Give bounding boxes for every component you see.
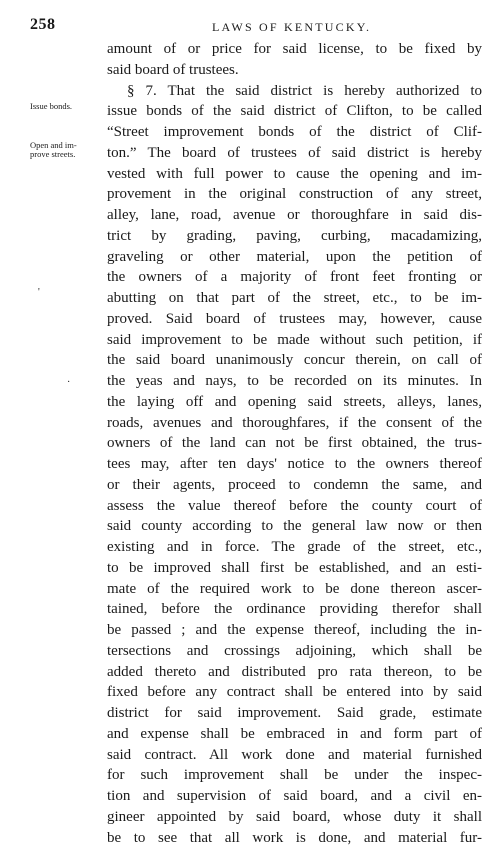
running-head: LAWS OF KENTUCKY. bbox=[212, 20, 371, 35]
margin-note-issue-bonds: Issue bonds. bbox=[30, 102, 104, 111]
stray-mark: · bbox=[67, 378, 70, 388]
text-line: to be improved shall first be established, and an esti- bbox=[107, 558, 482, 579]
text-line: and expense shall be embraced in and form part of bbox=[107, 724, 482, 745]
text-line: said improvement to be made without such petition, if bbox=[107, 330, 482, 351]
text-line: roads, avenues and thoroughfares, if the consent of the bbox=[107, 413, 482, 434]
text-line: fixed before any contract shall be entered into by said bbox=[107, 682, 482, 703]
text-line: the owners of a majority of front feet fronting or bbox=[107, 267, 482, 288]
margin-note-open-streets-1: Open and im- bbox=[30, 141, 104, 150]
text-line: said board of trustees. bbox=[107, 60, 482, 81]
text-line: vested with full power to cause the opening and im- bbox=[107, 164, 482, 185]
text-line: issue bonds of the said district of Clifton, to be called bbox=[107, 101, 482, 122]
text-line: provement in the original construction of any street, bbox=[107, 184, 482, 205]
text-line: be passed ; and the expense thereof, including the in- bbox=[107, 620, 482, 641]
text-line: ton.” The board of trustees of said district is hereby bbox=[107, 143, 482, 164]
text-line: tees may, after ten days' notice to the owners thereof bbox=[107, 454, 482, 475]
text-line: abutting on that part of the street, etc., to be im- bbox=[107, 288, 482, 309]
text-line: said contract. All work done and material furnished bbox=[107, 745, 482, 766]
text-line: or their agents, proceed to condemn the same, and bbox=[107, 475, 482, 496]
text-line: added thereto and distributed pro rata thereon, to be bbox=[107, 662, 482, 683]
text-line: tion and supervision of said board, and a civil en- bbox=[107, 786, 482, 807]
text-line: district for said improvement. Said grade, estimate bbox=[107, 703, 482, 724]
text-line: trict by grading, paving, curbing, macadamizing, bbox=[107, 226, 482, 247]
text-line: “Street improvement bonds of the district of Clif- bbox=[107, 122, 482, 143]
page-number: 258 bbox=[30, 16, 56, 34]
text-line: proved. Said board of trustees may, however, cause bbox=[107, 309, 482, 330]
text-line: the yeas and nays, to be recorded on its minutes. In bbox=[107, 371, 482, 392]
stray-mark: ' bbox=[38, 288, 40, 298]
text-line: the said board unanimously concur therein, on call of bbox=[107, 350, 482, 371]
text-line: amount of or price for said license, to be fixed by bbox=[107, 39, 482, 60]
text-line: graveling or other material, upon the petition of bbox=[107, 247, 482, 268]
body-text bbox=[107, 39, 482, 848]
text-line: tained, before the ordinance providing therefor shall bbox=[107, 599, 482, 620]
margin-note-open-streets-2: prove streets. bbox=[30, 150, 104, 159]
text-line: for such improvement shall be under the inspec- bbox=[107, 765, 482, 786]
text-line: assess the value thereof before the county court of bbox=[107, 496, 482, 517]
text-line: tersections and crossings adjoining, which shall be bbox=[107, 641, 482, 662]
text-line: be to see that all work is done, and material fur- bbox=[107, 828, 482, 848]
text-line: alley, lane, road, avenue or thoroughfare in said dis- bbox=[107, 205, 482, 226]
text-line: existing and in force. The grade of the street, etc., bbox=[107, 537, 482, 558]
text-line: owners of the land can not be first obtained, the trus- bbox=[107, 433, 482, 454]
text-line: gineer appointed by said board, whose duty it shall bbox=[107, 807, 482, 828]
text-line: mate of the required work to be done thereon ascer- bbox=[107, 579, 482, 600]
text-line: the laying off and opening said streets, alleys, lanes, bbox=[107, 392, 482, 413]
text-line: § 7. That the said district is hereby authorized to bbox=[107, 81, 482, 102]
text-line: said county according to the general law now or then bbox=[107, 516, 482, 537]
